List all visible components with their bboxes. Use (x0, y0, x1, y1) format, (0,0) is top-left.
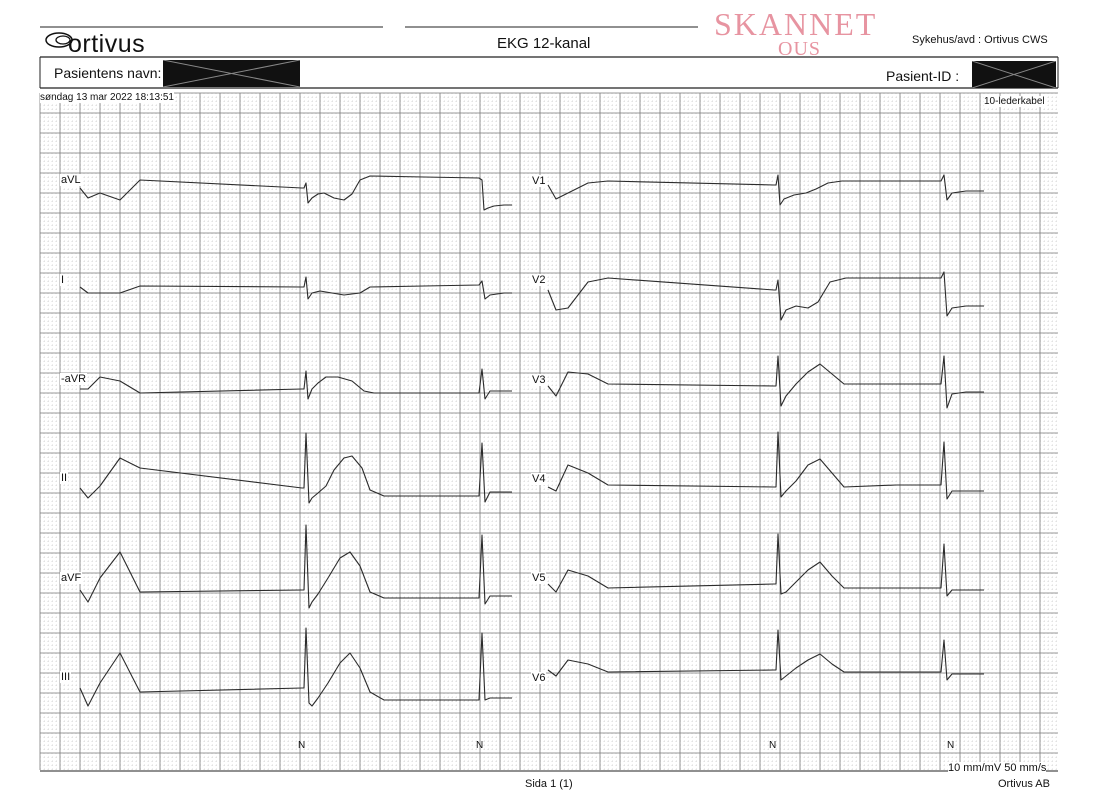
ecg-trace-v3 (548, 356, 984, 408)
patient-name-label: Pasientens navn: (54, 65, 162, 81)
scanned-stamp-org: OUS (778, 38, 822, 60)
lead-label-avl: aVL (61, 174, 81, 186)
lead-label-avf: aVF (61, 572, 82, 584)
lead-label-v6: V6 (532, 672, 546, 684)
ecg-trace-avf (80, 525, 512, 608)
ecg-trace-iii (80, 628, 512, 706)
patient-id-label: Pasient-ID : (886, 68, 960, 84)
beat-marker: N (947, 740, 955, 751)
page-number: Sida 1 (1) (525, 778, 573, 790)
beat-marker: N (769, 740, 777, 751)
beat-marker: N (476, 740, 484, 751)
lead-label-v4: V4 (532, 473, 546, 485)
lead-label-v5: V5 (532, 572, 546, 584)
logo-text: ortivus (68, 30, 146, 58)
lead-label-v1: V1 (532, 175, 546, 187)
scanned-stamp: SKANNET (714, 6, 878, 42)
lead-label-v2: V2 (532, 274, 546, 286)
ecg-trace-i (80, 277, 512, 299)
ecg-trace-avr (80, 369, 512, 399)
ecg-trace-v2 (548, 272, 984, 320)
lead-label-iii: III (61, 671, 71, 683)
ecg-trace-v4 (548, 432, 984, 499)
ecg-trace-v5 (548, 534, 984, 596)
company-name: Ortivus AB (998, 778, 1050, 790)
lead-label-neg-avr: -aVR (61, 373, 87, 385)
gain-speed-settings: 10 mm/mV 50 mm/s (948, 762, 1047, 774)
lead-label-ii: II (61, 472, 68, 484)
beat-marker: N (298, 740, 306, 751)
ecg-trace-avl (80, 176, 512, 210)
department-label: Sykehus/avd : Ortivus CWS (912, 34, 1048, 46)
ecg-trace-v1 (548, 175, 984, 205)
lead-label-i: I (61, 274, 65, 286)
lead-label-v3: V3 (532, 374, 546, 386)
recording-datetime: søndag 13 mar 2022 18:13:51 (40, 92, 174, 103)
report-title: EKG 12-kanal (497, 35, 591, 52)
ecg-trace-v6 (548, 630, 984, 680)
ecg-trace-ii (80, 433, 512, 503)
cable-type: 10-lederkabel (984, 96, 1045, 107)
